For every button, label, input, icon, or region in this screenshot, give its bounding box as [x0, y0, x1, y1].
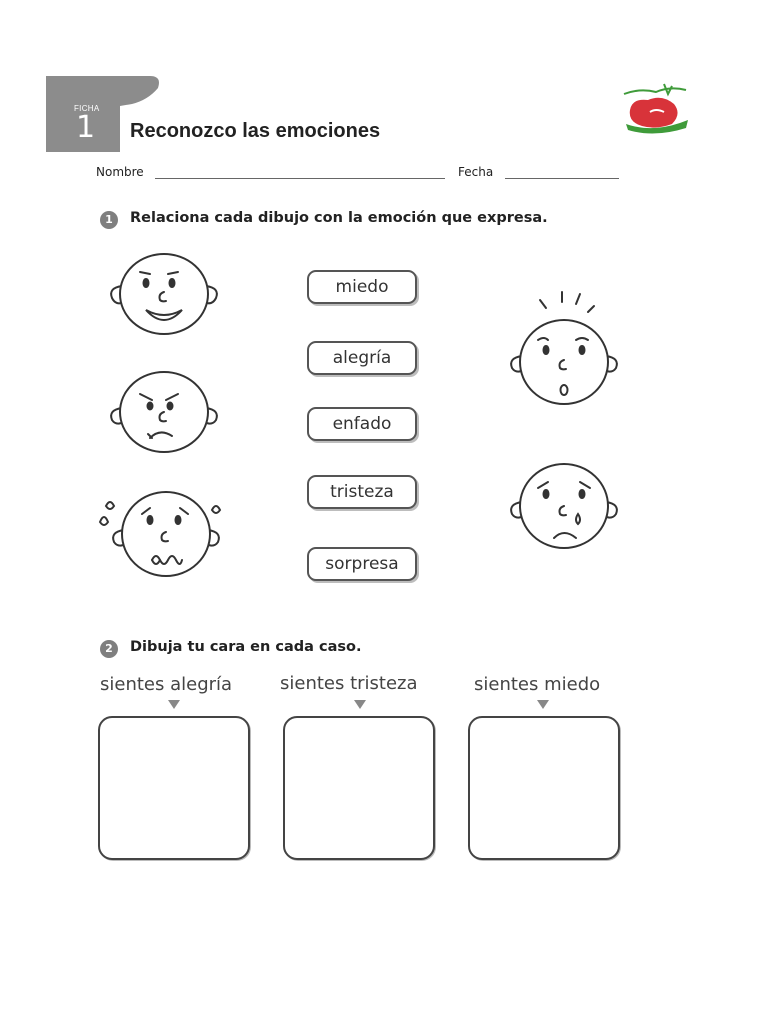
prompt-tristeza: sientes tristeza	[280, 673, 418, 694]
emotion-word-sorpresa[interactable]: sorpresa	[307, 547, 417, 581]
activity-1-number: 1	[100, 211, 118, 229]
sheet-label: FICHA	[74, 104, 100, 113]
drawing-box-alegria[interactable]	[98, 716, 250, 860]
name-field[interactable]	[155, 178, 445, 179]
emotion-word-alegria[interactable]: alegría	[307, 341, 417, 375]
publisher-logo	[620, 80, 692, 136]
name-label: Nombre	[96, 165, 144, 179]
prompt-alegria: sientes alegría	[100, 674, 233, 695]
drawing-box-miedo[interactable]	[468, 716, 620, 860]
happy-face-drawing[interactable]	[104, 246, 224, 342]
activity-1-instruction: Relaciona cada dibujo con la emoción que expresa.	[130, 210, 548, 226]
drawing-box-tristeza[interactable]	[283, 716, 435, 860]
emotion-word-miedo[interactable]: miedo	[307, 270, 417, 304]
sad-face-drawing[interactable]	[504, 458, 624, 554]
surprised-face-drawing[interactable]	[504, 288, 624, 410]
page-title: Reconozco las emociones	[130, 120, 381, 142]
angry-face-drawing[interactable]	[104, 366, 224, 458]
arrow-down-icon	[537, 700, 549, 709]
date-label: Fecha	[458, 165, 494, 179]
date-field[interactable]	[505, 178, 619, 179]
arrow-down-icon	[354, 700, 366, 709]
activity-2-number: 2	[100, 640, 118, 658]
arrow-down-icon	[168, 700, 180, 709]
emotion-word-tristeza[interactable]: tristeza	[307, 475, 417, 509]
scared-face-drawing[interactable]	[94, 486, 230, 582]
activity-2-instruction: Dibuja tu cara en cada caso.	[130, 639, 362, 655]
emotion-word-enfado[interactable]: enfado	[307, 407, 417, 441]
prompt-miedo: sientes miedo	[474, 674, 601, 695]
sheet-number: 1	[76, 110, 96, 145]
